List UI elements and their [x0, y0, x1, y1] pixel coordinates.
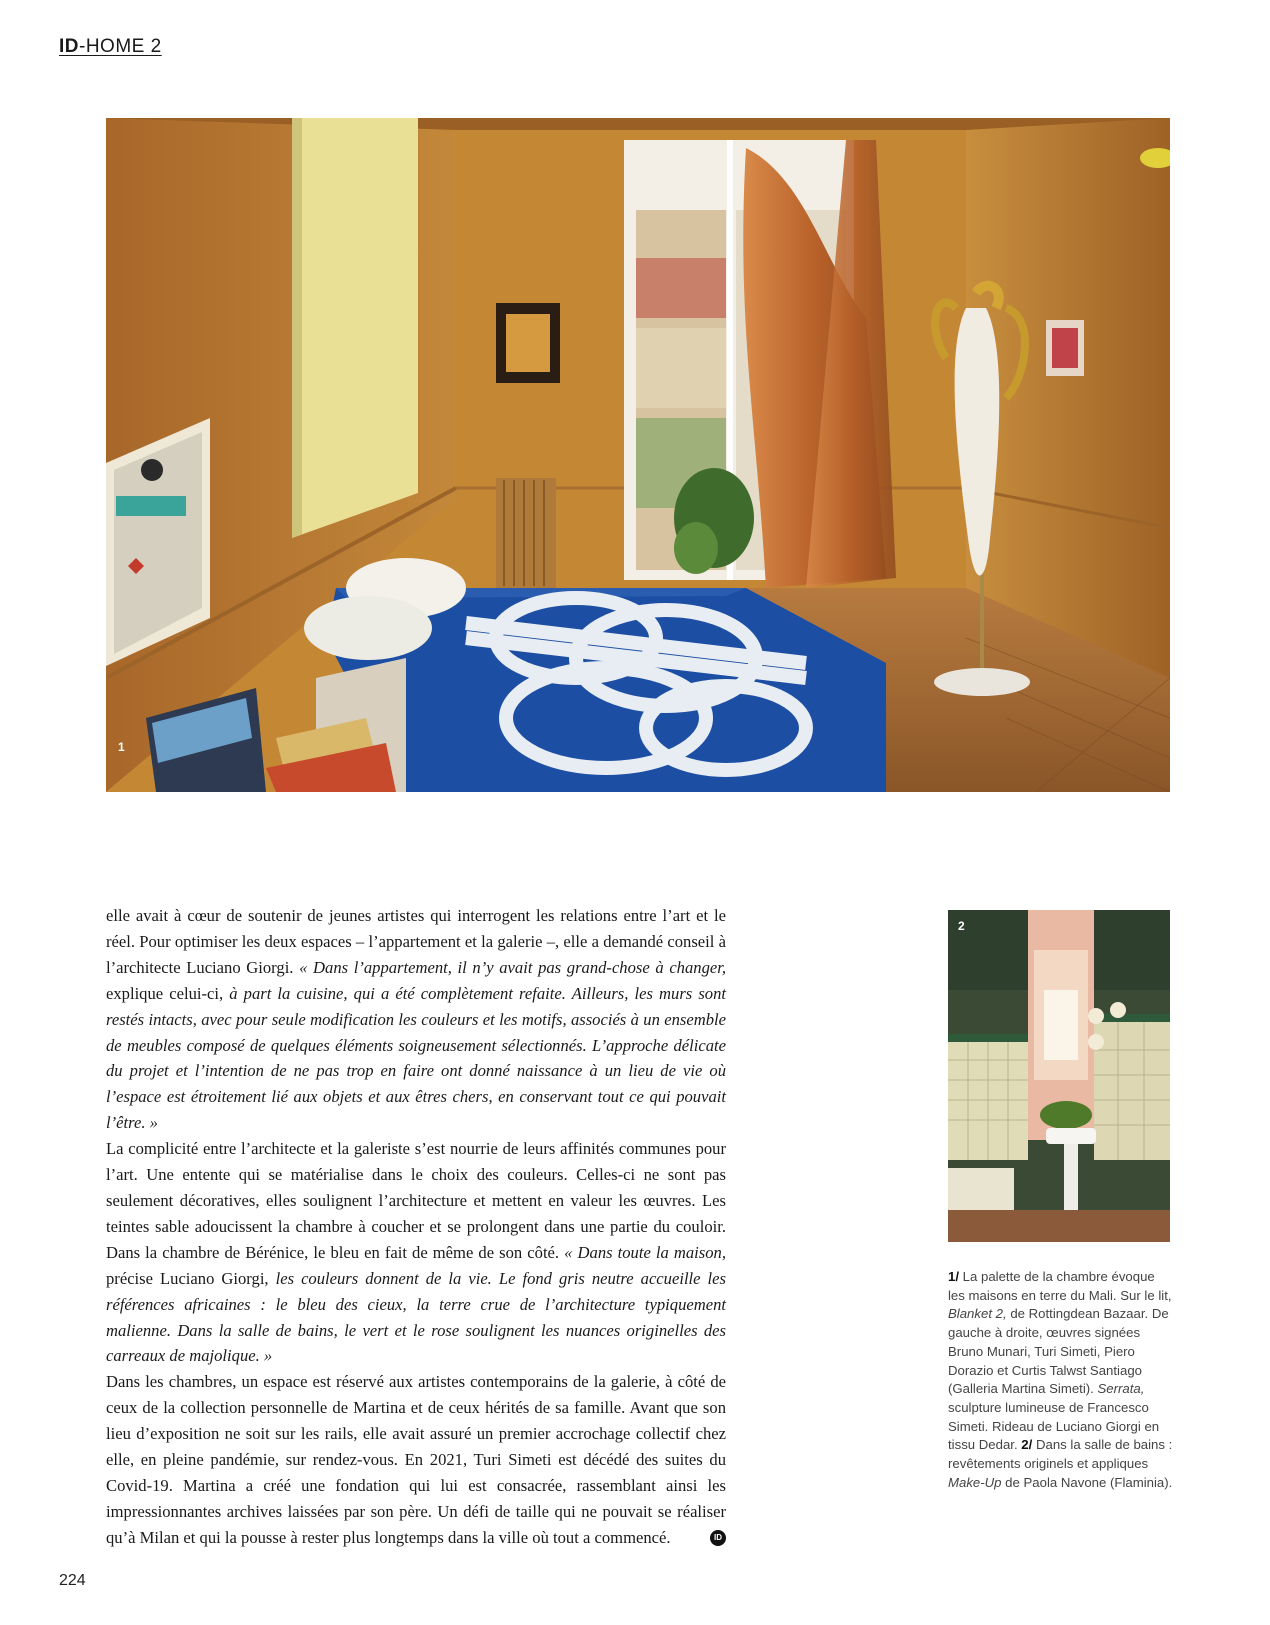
- text-run: La complicité entre l’architecte et la galeriste s’est nourrie de leurs affinités communes pour l’art. Une entente qui se matérialise dans le choix des couleurs. Celles-ci ne sont pas seulement décoratives, elles soulignent l’architecture et mettent en valeur les œuvres. Les teintes sable adoucissent la chambre à coucher et se prolongent dans une partie du couloir. Dans la chambre de Bérénice, le bleu en fait de même de son côté.: [106, 1139, 726, 1262]
- text-run: Dans les chambres, un espace est réservé aux artistes contemporains de la galerie, à côté de ceux de la collection personnelle de Martina et de ceux hérités de sa famille. Avant que son lieu d’exposition ne soit sur les rails, elle avait assuré un premier accrochage collectif chez elle, en pleine pandémie, sur rendez-vous. En 2021, Turi Simeti est décédé des suites du Covid-19. Martina a créé une fondation qui lui est consacrée, rassemblant ainsi les impressionnantes archives laissées par son père. Un défi de taille qui ne pouvait se réaliser qu’à Milan et qui la pousse à rester plus longtemps dans la ville où tout a commencé.: [106, 1372, 726, 1547]
- quote: à part la cuisine, qui a été complètement refaite. Ailleurs, les murs sont restés intacts, avec pour seule modification les couleurs et les motifs, associés à un ensemble de meubles composé de quelques éléments soigneusement sélectionnés. L’approche délicate du projet et l’intention de ne pas trop en faire ont donné naissance à un lieu de vie où l’espace est étroitement lié aux objets et aux êtres chers, en conservant tout ce qui pouvait l’être. »: [106, 983, 726, 1133]
- paragraph: [106, 903, 726, 1136]
- italic-title: Make-Up: [948, 1474, 1002, 1490]
- section-header: [59, 36, 162, 58]
- caption-text: [948, 1268, 1174, 1492]
- text-run: sculpture lumineuse de Francesco Simeti. Rideau de Luciano Giorgi en tissu Dedar.: [948, 1399, 1160, 1453]
- magazine-brand: ID: [59, 36, 79, 57]
- text-run: de Rottingdean Bazaar. De gauche à droite, œuvres signées Bruno Munari, Turi Simeti, Piero Dorazio et Curtis Talwst Santiago (Galleria Martina Simeti).: [948, 1306, 1169, 1397]
- photo-number: 1: [118, 740, 125, 754]
- article-body: [106, 903, 726, 1551]
- text-run: elle avait à cœur de soutenir de jeunes artistes qui interrogent les relations entre l’art et le réel. Pour optimiser les deux espaces – l’appartement et la galerie –, elle a demandé conseil à l’architecte Luciano Giorgi.: [106, 906, 726, 977]
- quote: « Dans l’appartement, il n’y avait pas grand-chose à changer,: [299, 957, 726, 977]
- text-run: explique celui-ci,: [106, 983, 230, 1003]
- section-title: -HOME 2: [79, 36, 162, 57]
- quote: les couleurs donnent de la vie. Le fond gris neutre accueille les références africaines : le bleu des cieux, la terre crue de l’architecture typiquement malienne. Dans la salle de bains, le vert et le rose soulignent les nuances originelles des carreaux de majolique. »: [106, 1268, 726, 1366]
- quote: « Dans toute la maison,: [564, 1242, 726, 1262]
- text-run: Dans la salle de bains : revêtements originels et appliques: [948, 1437, 1173, 1472]
- bathroom-illustration: [948, 910, 1170, 1242]
- page-number: 224: [59, 1572, 86, 1589]
- bathroom-photo: [948, 910, 1170, 1242]
- paragraph: [106, 1369, 726, 1550]
- photo-caption: [948, 1268, 1174, 1492]
- italic-title: Serrata,: [1097, 1381, 1145, 1397]
- caption-number: 1/: [948, 1269, 959, 1284]
- paragraph: [106, 1136, 726, 1369]
- bedroom-photo: [106, 118, 1170, 792]
- text-run: de Paola Navone (Flaminia).: [1001, 1474, 1173, 1490]
- text-run: La palette de la chambre évoque les maisons en terre du Mali. Sur le lit,: [948, 1269, 1172, 1303]
- caption-number: 2/: [1021, 1437, 1033, 1453]
- italic-title: Blanket 2,: [948, 1306, 1007, 1322]
- end-of-article-mark: ID: [710, 1530, 726, 1546]
- photo-number: 2: [958, 919, 965, 933]
- bedroom-illustration: [106, 118, 1170, 792]
- text-run: précise Luciano Giorgi,: [106, 1268, 276, 1288]
